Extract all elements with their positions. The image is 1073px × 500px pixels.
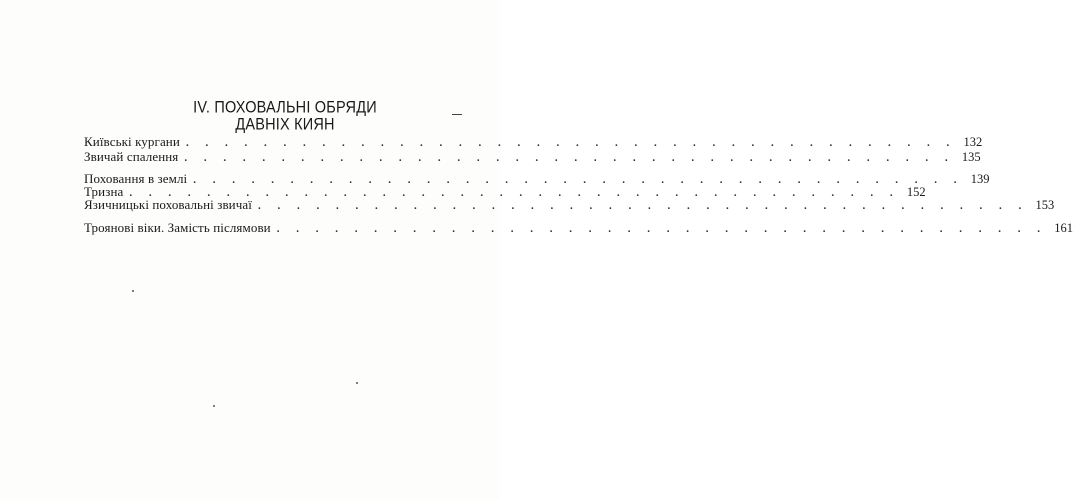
- toc-entry-title: Тризна: [84, 184, 124, 199]
- toc-entry-title: Звичай спалення: [84, 149, 179, 164]
- dot-leader: . . . . . . . . . . . . . . . . . . . . . . . . . . . . . . . . . . . . . . . .: [185, 137, 957, 149]
- dot-leader: . . . . . . . . . . . . . . . . . . . . . . . . . . . . . . . . . . . . . . . .: [276, 223, 1047, 235]
- dot-leader: . . . . . . . . . . . . . . . . . . . . . . . . . . . . . . . . . . . . . . . .: [257, 200, 1029, 212]
- section-heading: IV. ПОХОВАЛЬНІ ОБРЯДИ: [193, 99, 377, 117]
- dot-leader: . . . . . . . . . . . . . . . . . . . . . . . . . . . . . . . . . . . . . . . .: [193, 174, 964, 186]
- toc-entry: [84, 149, 981, 165]
- dot-leader: . . . . . . . . . . . . . . . . . . . . . . . . . . . . . . . . . . . . . . . .: [129, 187, 900, 199]
- toc-entry: [84, 220, 1073, 236]
- dot-leader: . . . . . . . . . . . . . . . . . . . . . . . . . . . . . . . . . . . . . . . .: [184, 152, 955, 164]
- toc-entry-title: Язичницькі поховальні звичаї: [84, 197, 252, 212]
- toc-entry-page: 135: [961, 150, 981, 164]
- margin-dash: [452, 114, 462, 115]
- print-speck: [213, 405, 215, 407]
- toc-entry-title: Київські кургани: [84, 134, 180, 149]
- toc-entry: [84, 134, 983, 150]
- toc-entry-page: 132: [963, 135, 983, 149]
- print-speck: [132, 290, 134, 292]
- toc-entry: [84, 197, 1055, 213]
- section-heading-line2: ДАВНІХ КИЯН: [235, 116, 335, 134]
- toc-entry-page: 152: [906, 185, 926, 199]
- toc-entry-page: 139: [970, 172, 990, 186]
- toc-entry-title: Поховання в землі: [84, 171, 188, 186]
- toc-entry-page: 161: [1054, 221, 1073, 235]
- toc-entry-page: 153: [1035, 198, 1055, 212]
- print-speck: [356, 382, 358, 384]
- toc-entry-title: Троянові віки. Замість післямови: [84, 220, 271, 235]
